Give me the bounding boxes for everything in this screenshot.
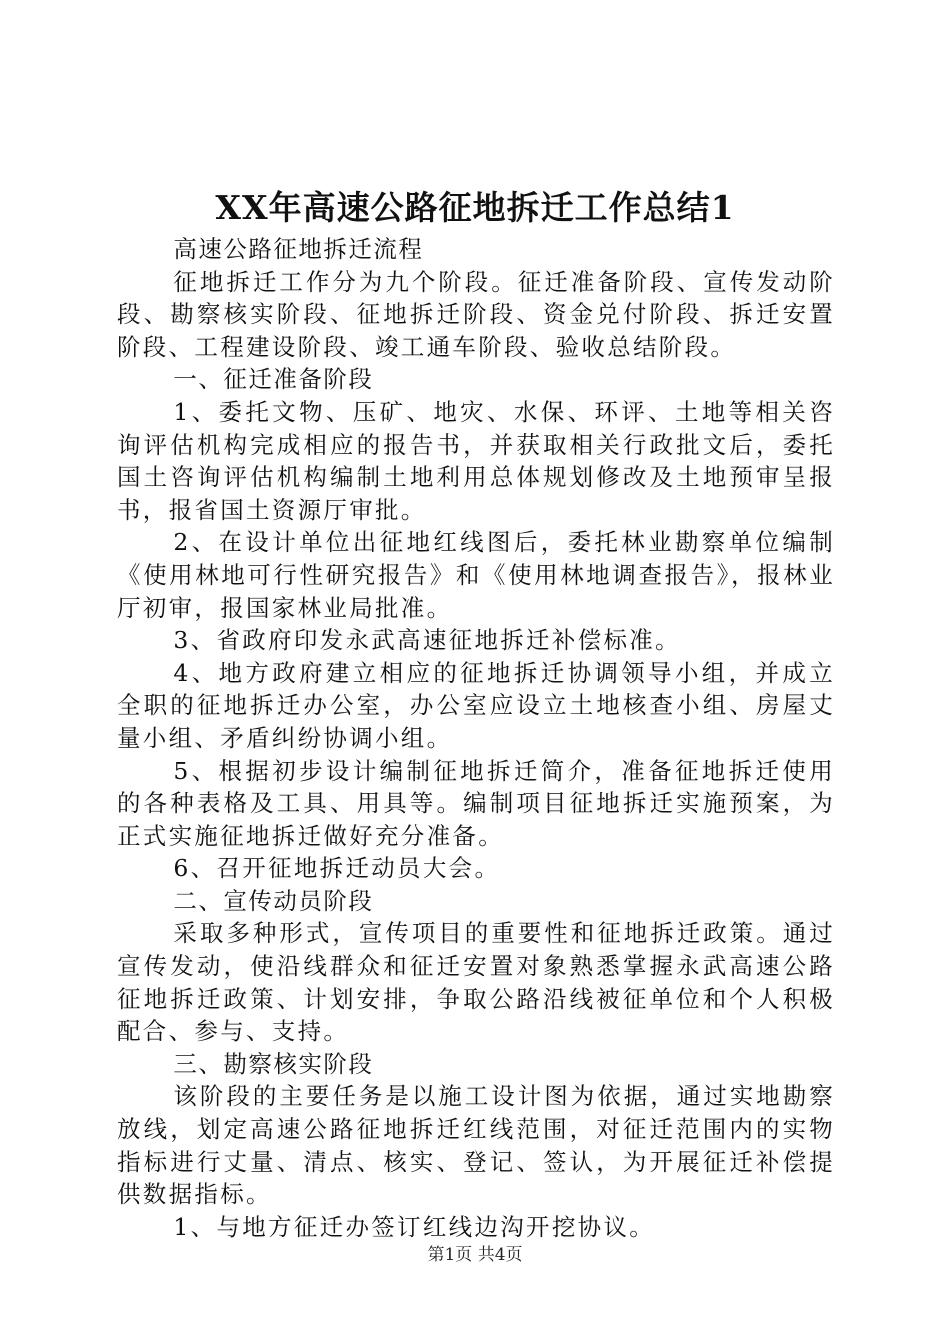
paragraph-item: 4、地方政府建立相应的征地拆迁协调领导小组，并成立全职的征地拆迁办公室，办公室应设立土地核查小组、房屋丈量小组、矛盾纠纷协调小组。 xyxy=(117,658,835,752)
paragraph-item: 2、在设计单位出征地红线图后，委托林业勘察单位编制《使用林地可行性研究报告》和《使用林地调查报告》，报林业厅初审，报国家林业局批准。 xyxy=(117,528,835,622)
page-footer: 第1页 共4页 xyxy=(427,1245,523,1265)
document-title: XX年高速公路征地拆迁工作总结1 xyxy=(215,188,735,227)
paragraph-overview: 征地拆迁工作分为九个阶段。征迁准备阶段、宣传发动阶段、勘察核实阶段、征地拆迁阶段、资金兑付阶段、拆迁安置阶段、工程建设阶段、竣工通车阶段、验收总结阶段。 xyxy=(117,267,835,361)
paragraph-subtitle: 高速公路征地拆迁流程 xyxy=(173,235,424,263)
paragraph-item: 6、召开征地拆迁动员大会。 xyxy=(173,854,501,883)
section-heading-3: 三、勘察核实阶段 xyxy=(173,1049,374,1078)
paragraph-item: 5、根据初步设计编制征地拆迁简介，准备征地拆迁使用的各种表格及工具、用具等。编制项目征地拆迁实施预案，为正式实施征地拆迁做好充分准备。 xyxy=(117,756,835,850)
paragraph-item: 3、省政府印发永武高速征地拆迁补偿标准。 xyxy=(173,626,681,655)
paragraph-item: 该阶段的主要任务是以施工设计图为依据，通过实地勘察放线，划定高速公路征地拆迁红线范围，对征迁范围内的实物指标进行丈量、清点、核实、登记、签认，为开展征迁补偿提供数据指标。 xyxy=(117,1082,835,1209)
document-body xyxy=(117,233,835,1243)
paragraph-item: 1、与地方征迁办签订红线边沟开挖协议。 xyxy=(173,1212,656,1241)
paragraph-item: 采取多种形式，宣传项目的重要性和征地拆迁政策。通过宣传发动，使沿线群众和征迁安置对象熟悉掌握永武高速公路征地拆迁政策、计划安排，争取公路沿线被征单位和个人积极配合、参与、支持。 xyxy=(117,919,835,1046)
section-heading-1: 一、征迁准备阶段 xyxy=(173,365,374,394)
paragraph-item: 1、委托文物、压矿、地灾、水保、环评、土地等相关咨询评估机构完成相应的报告书，并获取相关行政批文后，委托国土咨询评估机构编制土地利用总体规划修改及土地预审呈报书，报省国土资源厅审批。 xyxy=(117,397,835,524)
section-heading-2: 二、宣传动员阶段 xyxy=(173,886,374,915)
